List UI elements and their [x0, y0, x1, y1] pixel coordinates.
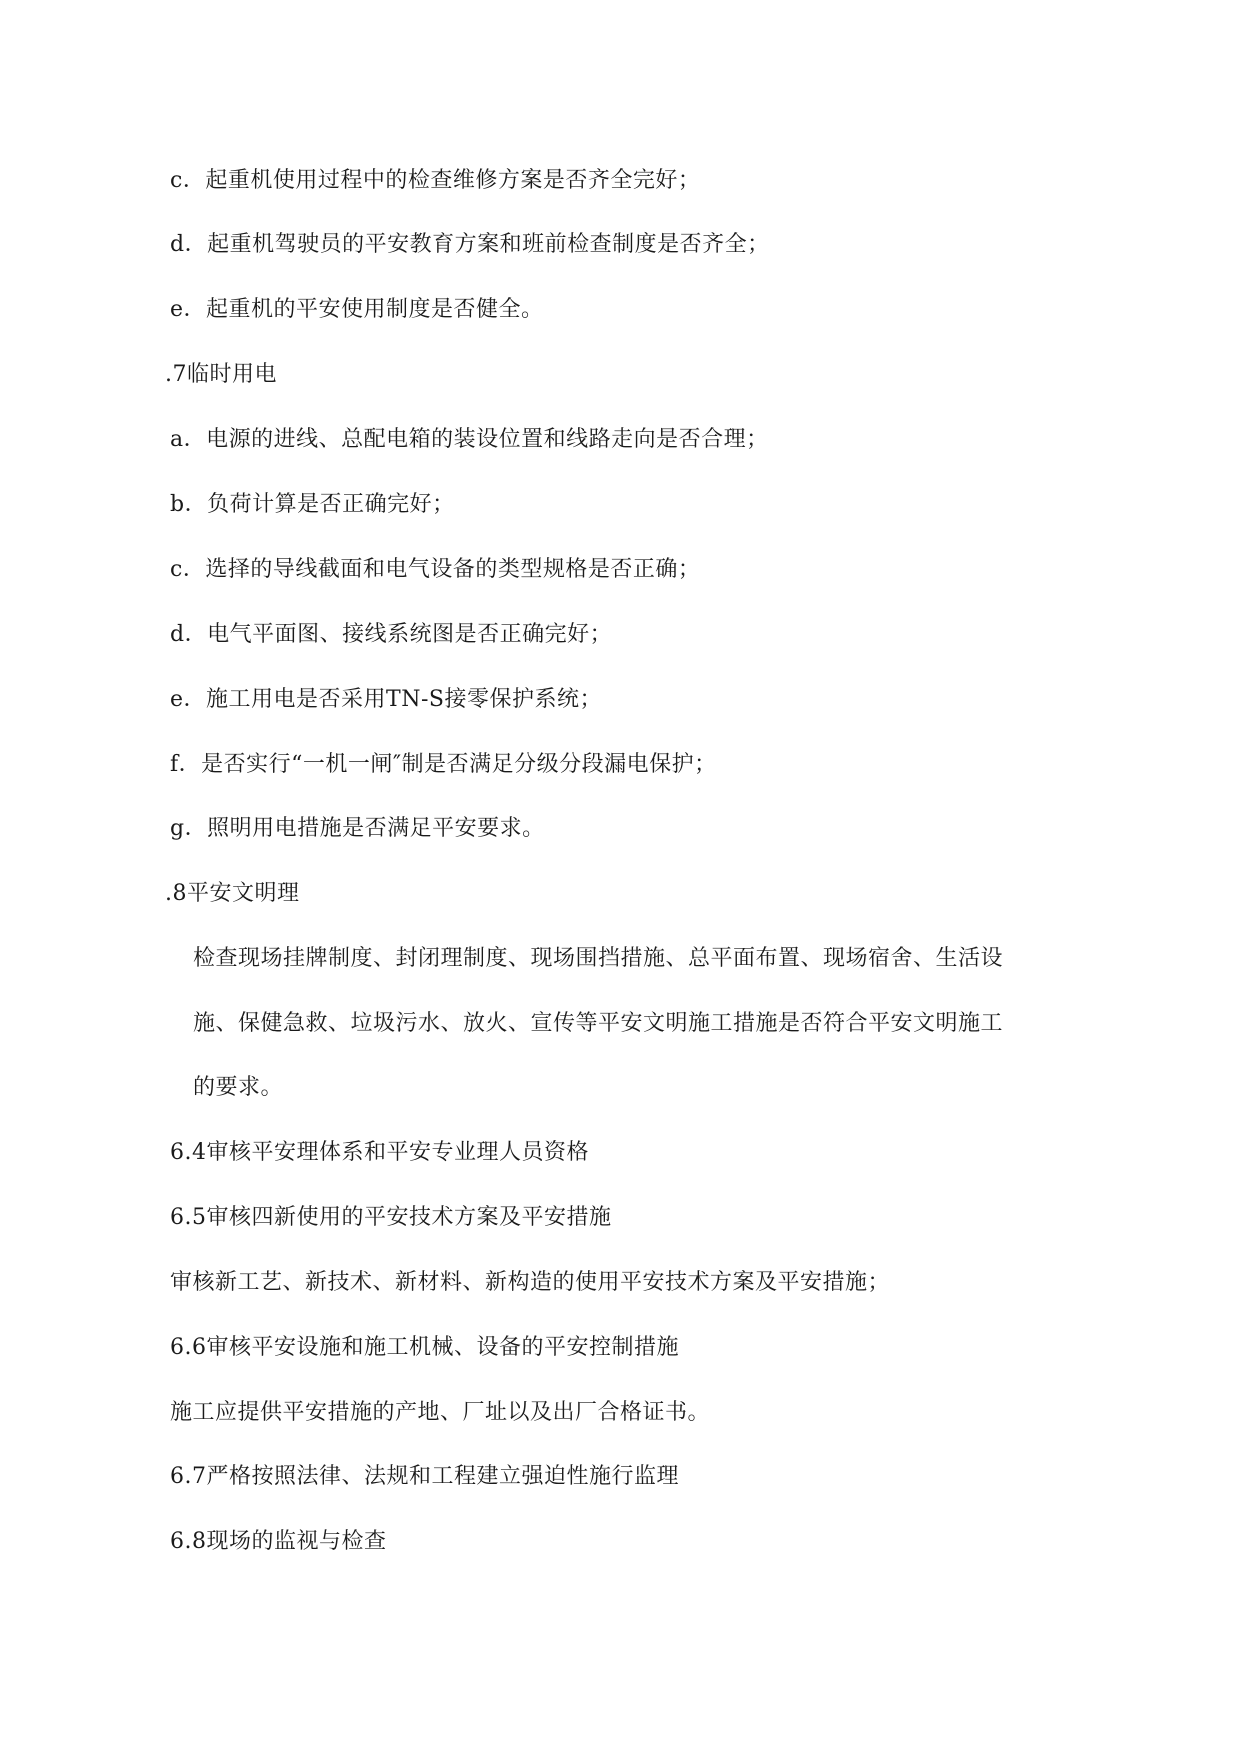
text-line: e．起重机的平安使用制度是否健全。	[170, 297, 544, 322]
text-line: b．负荷计算是否正确完好；	[170, 492, 455, 517]
text-line: 施工应提供平安措施的产地、厂址以及出厂合格证书。	[170, 1400, 711, 1425]
section-heading: 6.7严格按照法律、法规和工程建立强迫性施行监理	[170, 1464, 679, 1489]
section-heading: 6.4审核平安理体系和平安专业理人员资格	[170, 1140, 589, 1165]
text-line: e．施工用电是否采用TN-S接零保护系统；	[170, 687, 602, 712]
section-heading: .8平安文明理	[165, 881, 300, 906]
text-line: d．电气平面图、接线系统图是否正确完好；	[170, 622, 613, 647]
paragraph-line: 施、保健急救、垃圾污水、放火、宣传等平安文明施工措施是否符合平安文明施工	[193, 1011, 1004, 1036]
text-line: d．起重机驾驶员的平安教育方案和班前检查制度是否齐全；	[170, 232, 770, 257]
text-line: a．电源的进线、总配电箱的装设位置和线路走向是否合理；	[170, 427, 769, 452]
section-heading: 6.5审核四新使用的平安技术方案及平安措施	[170, 1205, 612, 1230]
text-line: c．选择的导线截面和电气设备的类型规格是否正确；	[170, 557, 701, 582]
paragraph-line: 的要求。	[193, 1075, 284, 1100]
section-heading: 6.6审核平安设施和施工机械、设备的平安控制措施	[170, 1335, 679, 1360]
text-line: 审核新工艺、新技术、新材料、新构造的使用平安技术方案及平安措施；	[170, 1270, 891, 1295]
text-line: g．照明用电措施是否满足平安要求。	[170, 816, 545, 841]
paragraph-line: 检查现场挂牌制度、封闭理制度、现场围挡措施、总平面布置、现场宿舍、生活设	[193, 946, 1004, 971]
section-heading: 6.8现场的监视与检查	[170, 1529, 387, 1554]
text-line: f．是否实行“一机一闸″制是否满足分级分段漏电保护；	[170, 752, 717, 777]
text-line: c．起重机使用过程中的检查维修方案是否齐全完好；	[170, 168, 701, 193]
section-heading: .7临时用电	[165, 362, 277, 387]
